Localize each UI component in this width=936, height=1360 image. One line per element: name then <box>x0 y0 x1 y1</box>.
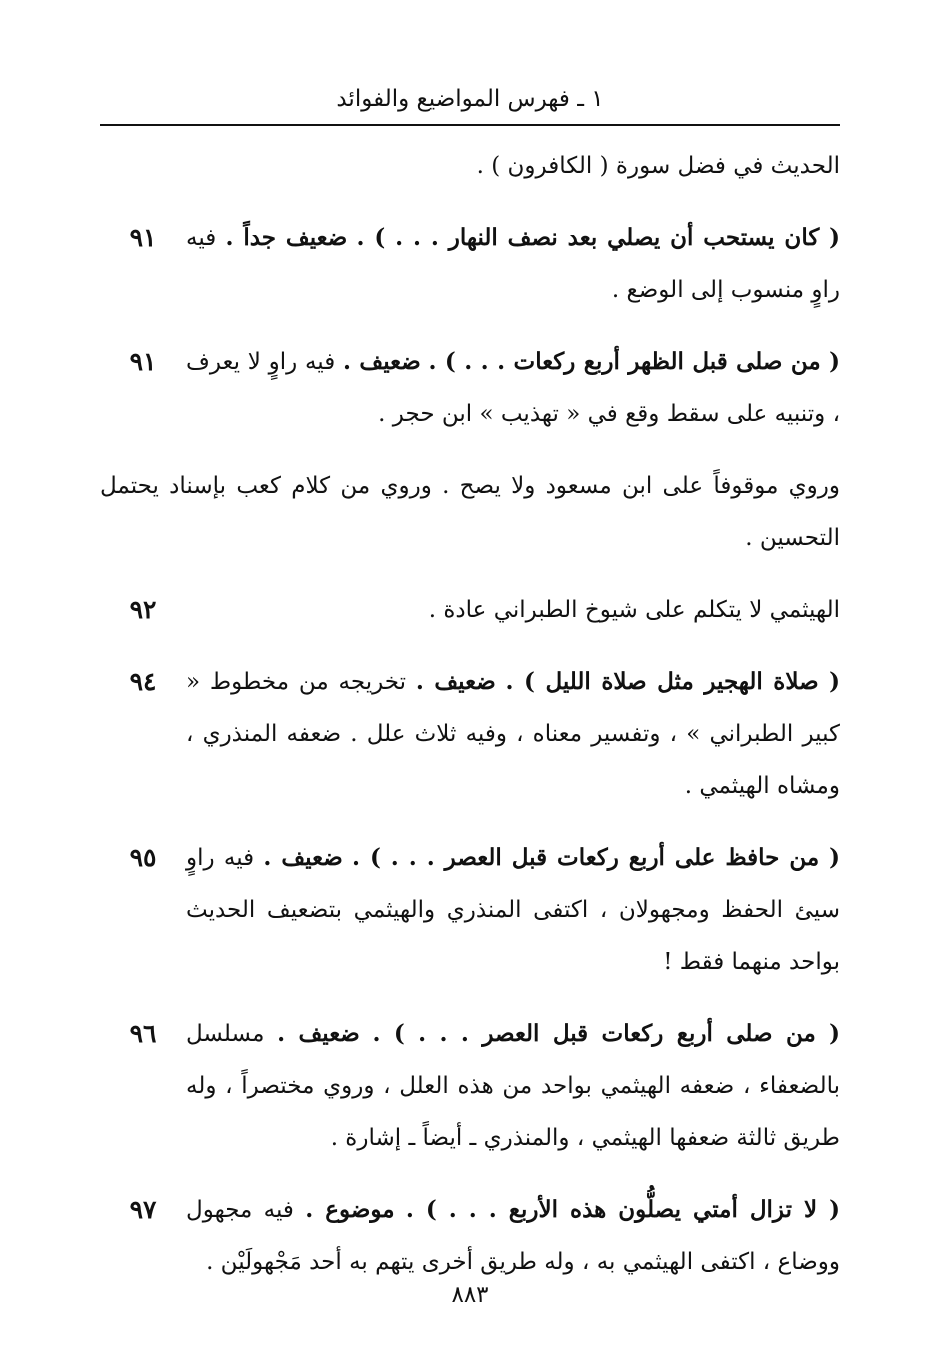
index-entries <box>100 140 840 1308</box>
entry-note: الهيثمي لا يتكلم على شيوخ الطبراني عادة . <box>428 597 840 623</box>
entry-body <box>186 1008 840 1164</box>
entry-hadith: ( صلاة الهجير مثل صلاة الليل ) . <box>505 668 840 695</box>
entry-body <box>186 212 840 316</box>
entry-page-number: ٩٥ <box>129 843 157 872</box>
index-entry <box>100 584 840 636</box>
entry-note: فيه مجهول ووضاع ، اكتفى الهيثمي به ، وله طريق أخرى يتهم به أحد مَجْهولَيْن . <box>186 1197 840 1275</box>
entry-verdict: ضعيف . <box>342 348 421 375</box>
index-entry <box>100 336 840 440</box>
index-entry <box>100 656 840 812</box>
entry-hadith: ( من صلى أربع ركعات قبل العصر . . . ) . <box>372 1020 841 1047</box>
entry-page-number: ٩٧ <box>129 1195 157 1224</box>
entry-page-number: ٩٦ <box>129 1019 157 1048</box>
entry-page-number: ٩١ <box>129 347 157 376</box>
entry-page-number: ٩٢ <box>129 595 157 624</box>
entry-verdict: ضعيف . <box>277 1020 360 1047</box>
intro-continuation <box>100 140 840 192</box>
entry-page-number: ٩٤ <box>129 667 157 696</box>
entry-note: تخريجه من مخطوط « كبير الطبراني » ، وتفسير معناه ، وفيه ثلاث علل . ضعفه المنذري ، ومشاه الهيثمي . <box>186 669 840 799</box>
page-number: ٨٨٣ <box>451 1282 489 1308</box>
intro-text: الحديث في فضل سورة ( الكافرون ) . <box>476 153 840 179</box>
entry-hadith: ( من حافظ على أربع ركعات قبل العصر . . . ) . <box>352 844 841 871</box>
entry-verdict: موضوع . <box>305 1196 395 1223</box>
entry-body <box>186 1184 840 1288</box>
running-header: ١ ـ فهرس المواضيع والفوائد <box>336 86 604 112</box>
entry-body <box>186 832 840 988</box>
entry-body <box>186 584 840 636</box>
index-entry <box>100 832 840 988</box>
entry-hadith: ( كان يستحب أن يصلي بعد نصف النهار . . . ) . <box>356 224 841 251</box>
index-entry <box>100 1184 840 1288</box>
entry-body <box>186 656 840 812</box>
index-entry <box>100 212 840 316</box>
entry-verdict: ضعيف . <box>415 668 496 695</box>
entry-hadith: ( لا تزال أمتي يصلُّون هذه الأربع . . . ) . <box>405 1196 841 1223</box>
entry-note: مسلسل بالضعفاء ، ضعفه الهيثمي بواحد من هذه العلل ، وروي مختصراً ، وله طريق ثالثة ضعفها الهيثمي ، والمنذري ـ أيضاً ـ إشارة . <box>186 1021 840 1151</box>
header-rule <box>100 124 840 126</box>
book-page <box>100 0 840 1360</box>
entry-body <box>186 336 840 440</box>
entry-verdict: ضعيف . <box>263 844 343 871</box>
entry-note: فيه راوٍ منسوب إلى الوضع . <box>186 225 840 303</box>
entry-note: فيه راوٍ سيئ الحفظ ومجهولان ، اكتفى المنذري والهيثمي بتضعيف الحديث بواحد منهما فقط ! <box>186 845 840 975</box>
entry-continuation <box>100 460 840 564</box>
entry-verdict: ضعيف جداً . <box>225 224 348 251</box>
entry-note: فيه راوٍ لا يعرف ، وتنبيه على سقط وقع في « تهذيب » ابن حجر . <box>186 349 840 427</box>
entry-hadith: ( من صلى قبل الظهر أربع ركعات . . . ) . <box>428 348 841 375</box>
entry-page-number: ٩١ <box>129 223 157 252</box>
continuation-text: وروي موقوفاً على ابن مسعود ولا يصح . وروي من كلام كعب بإسناد يحتمل التحسين . <box>100 473 840 551</box>
index-entry <box>100 1008 840 1164</box>
